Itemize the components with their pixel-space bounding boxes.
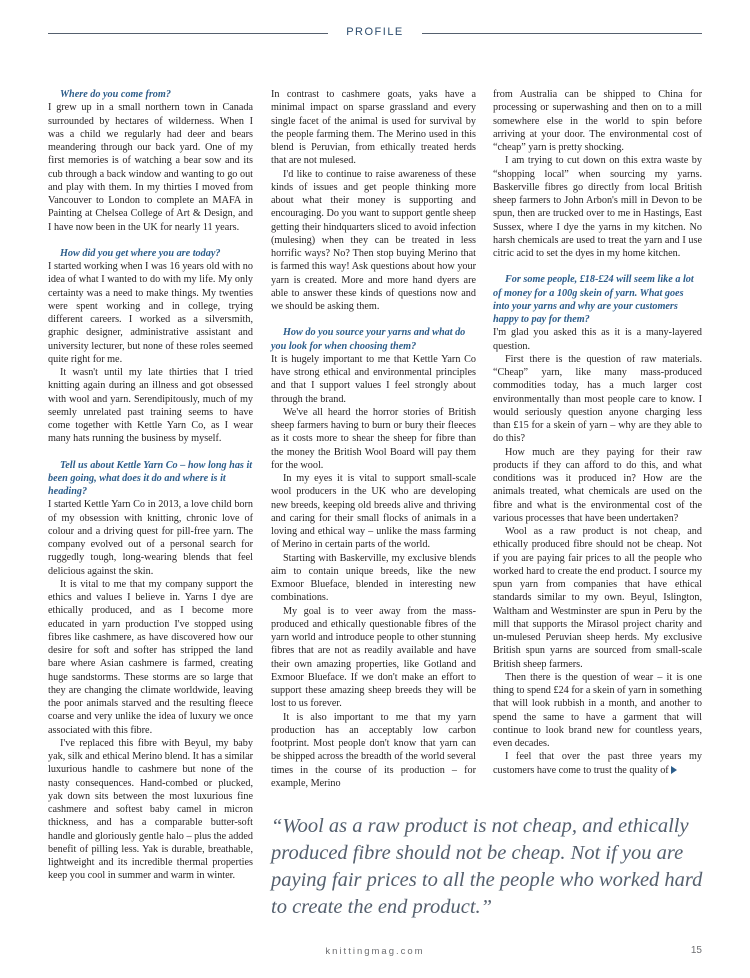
answer-paragraph: It is also important to me that my yarn production has an acceptably low carbon footprint. Most people don't know that yarn can be shipped across the breadth of the world several times in the course of its production – for example, Merino [271, 711, 476, 789]
question-kettle-yarn: Tell us about Kettle Yarn Co – how long has it been going, what does it do and where is it heading? [48, 459, 253, 497]
continued-text: I feel that over the past three years my customers have come to trust the quality of [493, 751, 702, 776]
answer-paragraph: I grew up in a small northern town in Canada surrounded by hectares of wilderness. When I was a child we regularly had deer and bears meandering through our back yard. One of my first memories is of watching a bear sow and its cub through a back window and wanting to go out and play with them. In my thirties I moved from Vancouver to London to complete an MAFA in Painting at Chelsea College of Art & Design, and I have now been in the UK for nearly 11 years. [48, 102, 253, 233]
footer-site: knittingmag.com [325, 946, 425, 957]
answer-paragraph: First there is the question of raw materials. “Cheap” yarn, like many mass-produced commodities today, has a much larger cost environmentally than most people care to know. I would seriously question anyone charging less than £15 for a skein of yarn – why are they able to do this? [493, 353, 702, 445]
header-rule-left [48, 33, 328, 34]
answer-paragraph: Wool as a raw product is not cheap, and ethically produced fibre should not be cheap. Not if you are paying fair prices to all the people who worked hard to create the end product. I source my spun yarn from companies that have ethical standards similar to my own. Beyul, Islington, Waltham and Westminster are spun in Peru by the mill that supports the Mirasol project charity and un-mulesed Peruvian sheep herds. My exclusive British spun yarns are sourced from small-scale British sheep farmers. [493, 526, 702, 670]
answer-paragraph: It wasn't until my late thirties that I tried knitting again during an illness and got obsessed with wool and yarn. Serendipitously, much of my seemly unrelated past training seems to have come together with Kettle Yarn Co, as I wear many hats running the business by myself. [48, 367, 253, 445]
answer-paragraph: How much are they paying for their raw products if they can afford to do this, and what conditions was it produced in? How are the animals treated, what chemicals are used on the fibre and what is the environmental cost of the various processes that have been undertaken? [493, 446, 702, 524]
profile-header [48, 24, 702, 44]
answer-paragraph: It is hugely important to me that Kettle Yarn Co have strong ethical and environmental principles and that I support values I feel strongly about through the brand. [271, 353, 476, 405]
answer-paragraph: I started Kettle Yarn Co in 2013, a love child born of my obsession with knitting, chronic love of colour and a driving quest for pill-free yarn. The company evolved out of a personal search for ruggedly tough, long-wearing blends that feel delicious against the skin. [48, 499, 253, 577]
question-origin: Where do you come from? [60, 89, 171, 100]
answer-paragraph: from Australia can be shipped to China for processing or superwashing and then on to a mill somewhere else in the world to spin before arriving at your door. The environmental cost of “cheap” yarn is pretty shocking. [493, 89, 702, 153]
answer-paragraph: It is vital to me that my company support the ethics and values I believe in. Yarns I dye are ethically produced, and as I become more educated in yarn production I've stopped using fibres like cashmere, as have discovered how our desire for soft and softer has stripped the land bare where Asian cashmere is farmed, creating huge sandstorms. These storms are so large that they are changing the climate worldwide, leaving the poor animals starved and the resulting fleece coarse and very unlike the idea of luxury we once associated with this fibre. [48, 578, 253, 736]
answer-paragraph: My goal is to veer away from the mass-produced and ethically questionable fibres of the yarn world and introduce people to other stunning fibres that are not as readily available and have their own amazing properties, like Gotland and Exmoor Blueface. If we don't make an effort to support these amazing sheep breeds they will be lost to us forever. [271, 605, 476, 710]
answer-paragraph: In my eyes it is vital to support small-scale wool producers in the UK who are developing new breeds, keeping old breeds alive and thriving and caring for their small flocks of animals in a loving and ethical way – unlike the mass farming of Merino in certain parts of the world. [271, 473, 476, 551]
pull-quote: “Wool as a raw product is not cheap, and ethically produced fibre should not be cheap. Not if you are paying fair prices to all the people who worked hard to create the end product.” [271, 815, 703, 918]
column-1 [48, 88, 253, 883]
answer-paragraph: Then there is the question of wear – it is one thing to spend £24 for a skein of yarn in something that will look rubbish in a month, and another to spend the same to have a garment that will continue to look brand new for countless years, even decades. [493, 671, 702, 749]
answer-paragraph: I'm glad you asked this as it is a many-layered question. [493, 327, 702, 352]
question-path: How did you get where you are today? [60, 247, 221, 259]
section-label: PROFILE [346, 26, 404, 38]
answer-paragraph: I'd like to continue to raise awareness of these kinds of issues and get people thinking more about what their money is supporting and encouraging. Do you want to support gentle sheep getting their hindquarters sliced to avoid infection (mulesing) when they can be treated in less horrific ways? No? Then stop buying Merino that is farmed this way! Ask questions about how your yarn is created. More and more hand dyers are able to answer these kinds of questions now and we should be asking them. [271, 168, 476, 312]
question-price: For some people, £18-£24 will seem like a lot of money for a 100g skein of yarn. What goes into your yarns and why are your customers happy to pay for them? [493, 274, 694, 325]
answer-paragraph: I've replaced this fibre with Beyul, my baby yak, silk and ethical Merino blend. It has a similar luxurious handle to cashmere but none of the nasty consequences. Hand-combed or plucked, yak down sits between the most luxurious fine cashmere and softest baby camel in micron thickness, and has a comparable butter-soft handle and gloriously gentle halo – plus the added benefit of pilling less. Yak is durable, breathable, lightweight and its incredible thermal properties keep you cool in summer and warm in winter. [48, 737, 253, 882]
question-sourcing: How do you source your yarns and what do you look for when choosing them? [271, 327, 466, 352]
column-2 [271, 88, 476, 790]
answer-paragraph: I am trying to cut down on this extra waste by “shopping local” when sourcing my yarns. Baskerville fibres go directly from local British sheep farmers to John Arbon's mill in Devon to be spun, then are trucked over to me in Hastings, East Sussex, where I dye the yarns in my kitchen. No harsh chemicals are used to treat the yarn and I use citric acid to set the dyes in my home kitchen. [493, 155, 702, 259]
page-number: 15 [690, 945, 702, 956]
answer-paragraph: Starting with Baskerville, my exclusive blends aim to contain unique breeds, like the new Exmoor Blueface, blended in interesting new combinations. [271, 552, 476, 604]
column-3 [493, 88, 702, 777]
answer-paragraph: In contrast to cashmere goats, yaks have a minimal impact on sparse grassland and every single facet of the animal is used for survival by the people farming them. The Merino used in this blend is Peruvian, from ethically treated herds that are not mulesed. [271, 89, 476, 167]
answer-paragraph: We've all heard the horror stories of British sheep farmers having to burn or bury their fleeces as it costs more to shear the sheep for fibre than the money the British Wool Board will pay them for the wool. [271, 406, 476, 471]
answer-paragraph: I started working when I was 16 years old with no idea of what I wanted to do with my life. My only certainty was a need to make things. My twenties were spent working and in college, trying different careers. I worked as a silversmith, graphic designer, administrative assistant and university lecturer, but none of these roles seemed quite right for me. [48, 261, 253, 365]
triangle-right-icon [671, 766, 677, 774]
answer-paragraph-continued [493, 750, 702, 777]
header-rule-right [422, 33, 702, 34]
